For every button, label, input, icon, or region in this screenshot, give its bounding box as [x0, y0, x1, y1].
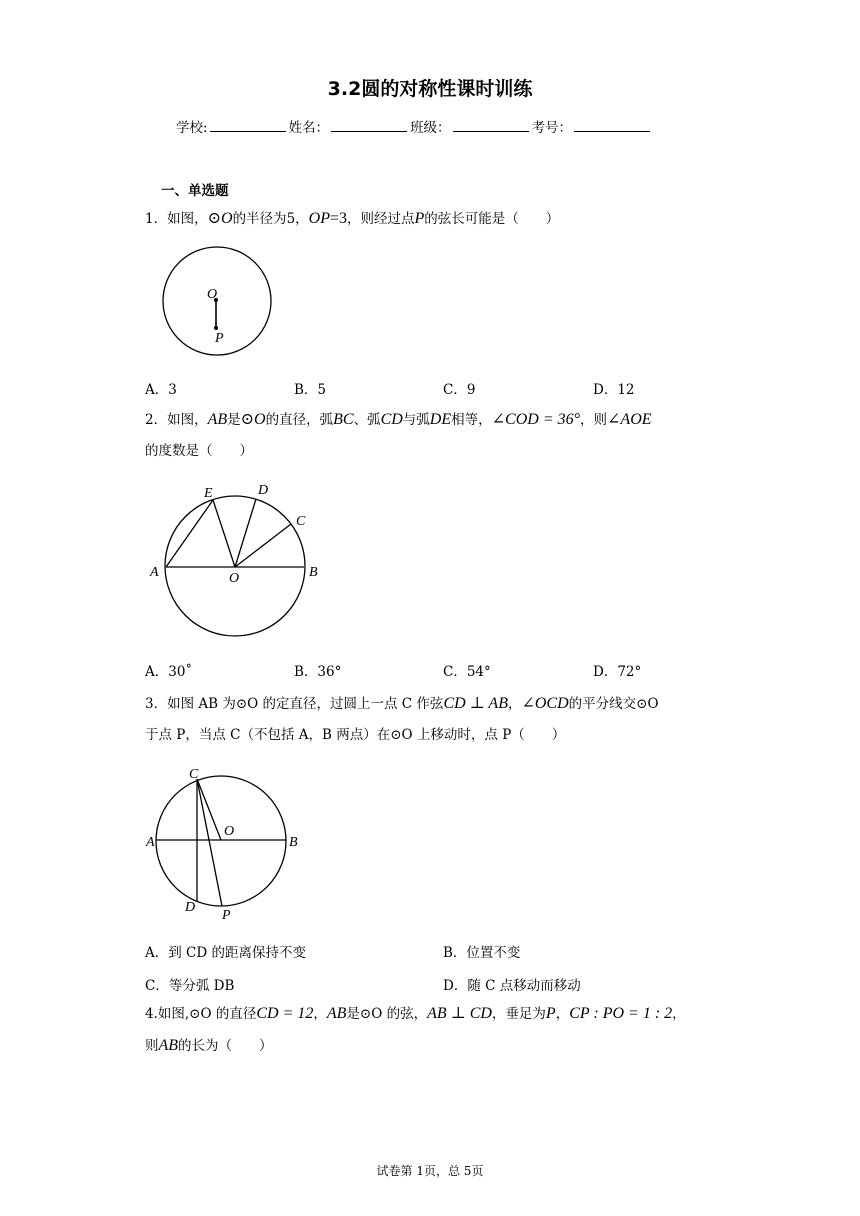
section-heading: 一、单选题	[161, 183, 229, 199]
exam-number-label: 考号：	[531, 120, 573, 136]
math-angle-aoe: ∠AOE	[607, 411, 652, 428]
label-p: P	[215, 331, 224, 346]
question-number: 1．	[145, 211, 168, 227]
label-p: P	[222, 908, 231, 923]
text: ，	[313, 1006, 327, 1022]
math-p: P	[545, 1005, 556, 1022]
text: ，	[672, 1006, 686, 1022]
text: 的直径，弧	[265, 412, 334, 428]
text: 是⊙O 的弦，	[346, 1006, 428, 1022]
label-a: A	[146, 835, 155, 850]
radius-oc	[197, 779, 221, 840]
q1-option-b[interactable]: B．5	[294, 382, 327, 398]
text: 是	[227, 412, 241, 428]
question-4	[145, 998, 725, 1062]
label-o: O	[229, 571, 240, 586]
label-b: B	[309, 565, 318, 580]
exam-number-blank[interactable]	[574, 119, 650, 132]
label-a: A	[150, 565, 159, 580]
label-e: E	[204, 486, 213, 501]
math-cd: CD	[380, 411, 403, 428]
text: 的度数是（ ）	[145, 443, 253, 459]
name-label: 姓名：	[288, 120, 330, 136]
text: ，垂足为	[491, 1006, 546, 1022]
circle-o	[156, 776, 286, 906]
page-footer: 试卷第 1页，总 5页	[376, 1164, 484, 1178]
q1-option-a[interactable]: A．3	[145, 382, 177, 398]
question-2-figure	[145, 478, 330, 642]
math-cd-12: CD = 12	[256, 1005, 314, 1022]
math-ab: AB	[158, 1037, 179, 1054]
q1-option-d[interactable]: D．12	[593, 382, 635, 398]
math-circle-o: ⊙O	[240, 411, 266, 428]
text: ，	[555, 1006, 570, 1022]
question-3-figure	[145, 765, 305, 923]
bisector-cp	[197, 779, 222, 906]
radius-od	[235, 499, 256, 567]
text: 3．如图 AB 为⊙O 的定直径，过圆上一点 C 作弦	[145, 696, 444, 712]
math-ab: AB	[326, 1005, 347, 1022]
label-d: D	[185, 900, 196, 915]
math-angle-cod: ∠COD = 36°	[491, 411, 581, 428]
text: 的长为（ ）	[178, 1038, 273, 1054]
page-title: 3.2圆的对称性课时训练	[327, 78, 533, 100]
text: 的平分线交⊙O	[568, 696, 659, 712]
name-blank[interactable]	[331, 119, 407, 132]
math-de: DE	[429, 411, 452, 428]
label-c: C	[296, 514, 306, 529]
label-b: B	[289, 835, 298, 850]
text: 2．如图，	[145, 412, 208, 428]
text: 如图，	[167, 211, 208, 227]
text: ，	[295, 211, 309, 227]
label-o: O	[224, 824, 235, 839]
radius-oe	[213, 500, 235, 567]
text: 的半径为	[232, 211, 287, 227]
point-p	[214, 326, 218, 330]
math-cd-perp-ab: CD ⊥ AB	[443, 695, 508, 712]
math-ab: AB	[207, 411, 228, 428]
q3-option-a[interactable]: A．到 CD 的距离保持不变	[145, 945, 306, 961]
school-blank[interactable]	[210, 119, 286, 132]
label-c: C	[189, 767, 199, 782]
q3-option-c[interactable]: C．等分弧 DB	[145, 978, 235, 994]
school-label: 学校:	[176, 120, 208, 136]
text: 则	[145, 1038, 159, 1054]
text: ，	[507, 696, 522, 712]
q3-option-b[interactable]: B．位置不变	[443, 945, 521, 961]
question-1-figure	[158, 242, 276, 360]
math-eq: =3	[329, 210, 348, 227]
class-blank[interactable]	[453, 119, 529, 132]
math-op: OP	[308, 210, 330, 227]
q3-option-d[interactable]: D．随 C 点移动而移动	[443, 978, 581, 994]
text: 与弧	[402, 412, 430, 428]
math-angle-ocd: ∠OCD	[521, 695, 569, 712]
math-circle-o: ⊙O	[207, 210, 233, 227]
radius-oc	[235, 524, 291, 567]
math-ratio: CP : PO = 1 : 2	[569, 1005, 673, 1022]
question-2	[145, 404, 725, 467]
q2-option-d[interactable]: D．72°	[593, 664, 642, 680]
text: 于点 P，当点 C（不包括 A，B 两点）在⊙O 上移动时，点 P（ ）	[145, 727, 566, 743]
text: ，则经过点	[347, 211, 415, 227]
text: ，则	[580, 412, 608, 428]
q1-option-c[interactable]: C．9	[443, 382, 476, 398]
label-o: O	[207, 287, 218, 302]
math-value: 5	[286, 211, 296, 227]
class-label: 班级：	[410, 120, 451, 136]
text: 4.如图,⊙O 的直径	[145, 1006, 257, 1022]
text: 、弧	[353, 412, 381, 428]
q2-option-c[interactable]: C．54°	[443, 664, 491, 680]
label-d: D	[258, 483, 269, 498]
student-info-line	[176, 116, 653, 136]
math-ab-perp-cd: AB ⊥ CD	[427, 1005, 492, 1022]
text: 的弦长可能是（ ）	[424, 211, 560, 227]
question-1	[145, 203, 725, 235]
question-3	[145, 688, 725, 751]
q2-option-a[interactable]: A．30˚	[145, 664, 193, 680]
math-bc: BC	[333, 411, 354, 428]
q2-option-b[interactable]: B．36°	[294, 664, 342, 680]
text: 相等，	[451, 412, 492, 428]
math-p: P	[414, 210, 425, 227]
